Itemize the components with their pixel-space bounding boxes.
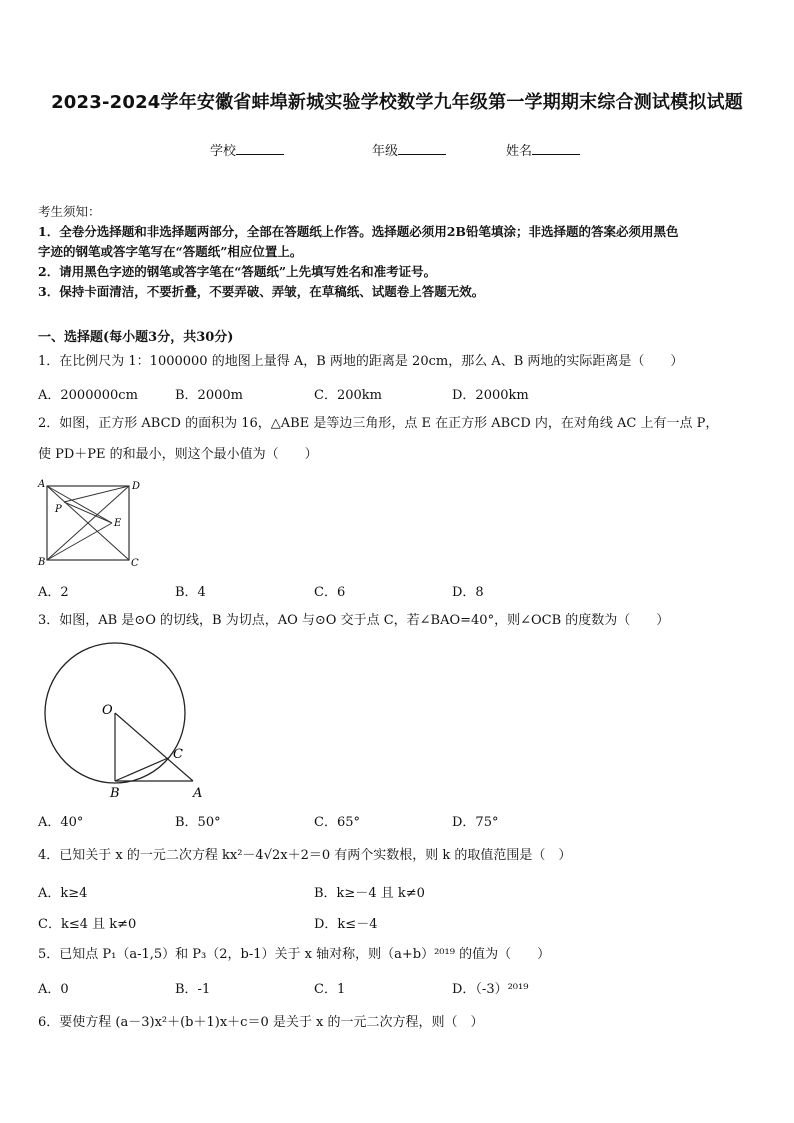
q2-option-d: D．8: [452, 585, 484, 600]
school-blank: [236, 142, 284, 155]
label-a: A: [38, 479, 46, 490]
name-field: [506, 140, 580, 159]
question-3-stem: 3．如图，AB 是⊙O 的切线，B 为切点，AO 与⊙O 交于点 C，若∠BAO=40°，则∠OCB 的度数为（ ）: [38, 613, 670, 628]
q1-option-a: A．2000000cm: [38, 388, 138, 403]
label-b: B: [38, 557, 46, 568]
grade-label: 年级: [372, 144, 399, 159]
q2-option-a: A．2: [38, 585, 69, 600]
square-figure: [36, 478, 146, 570]
notice-line: 2．请用黑色字迹的钢笔或答字笔在“答题纸”上先填写姓名和准考证号。: [38, 264, 437, 279]
q3-option-b: B．50°: [175, 815, 221, 830]
page-title: 2023-2024学年安徽省蚌埠新城实验学校数学九年级第一学期期末综合测试模拟试题: [51, 92, 743, 113]
label-o: O: [102, 703, 113, 718]
name-blank: [532, 142, 580, 155]
segment-pd: [64, 486, 129, 502]
question-2-stem-line1: 2．如图，正方形 ABCD 的面积为 16，△ABE 是等边三角形，点 E 在正方形 ABCD 内，在对角线 AC 上有一点 P，: [38, 416, 719, 431]
notice-block: [38, 202, 758, 302]
q4-option-b: B．k≥－4 且 k≠0: [314, 886, 425, 901]
q4-option-d: D．k≤－4: [314, 917, 378, 932]
label-p: P: [55, 504, 62, 515]
school-field: [210, 140, 284, 159]
label-e: E: [114, 518, 122, 529]
question-6-stem: 6．要使方程 (a－3)x²＋(b＋1)x＋c＝0 是关于 x 的一元二次方程，则（ ）: [38, 1015, 484, 1030]
q2-option-b: B．4: [175, 585, 206, 600]
notice-line: 字迹的钢笔或答字笔写在“答题纸”相应位置上。: [38, 244, 303, 259]
notice-line: 1．全卷分选择题和非选择题两部分，全部在答题纸上作答。选择题必须用2B铅笔填涂；非选择题的答案必须用黑色: [38, 224, 679, 239]
label-c: C: [173, 747, 183, 762]
q4-option-a: A．k≥4: [38, 886, 88, 901]
q5-option-b: B．-1: [175, 982, 211, 997]
q3-option-d: D．75°: [452, 815, 499, 830]
q2-option-c: C．6: [314, 585, 346, 600]
notice-heading: 考生须知：: [38, 204, 101, 219]
section-heading: 一、选择题(每小题3分，共30分): [38, 330, 234, 345]
q3-option-a: A．40°: [38, 815, 84, 830]
segment-be: [47, 523, 112, 560]
q5-option-a: A．0: [38, 982, 69, 997]
question-2-stem-line2: 使 PD＋PE 的和最小，则这个最小值为（ ）: [38, 447, 318, 462]
question-1-stem: 1．在比例尺为 1：1000000 的地图上量得 A，B 两地的距离是 20cm，那么 A、B 两地的实际距离是（ ）: [38, 354, 684, 369]
label-a: A: [193, 786, 203, 801]
question-5-stem: 5．已知点 P₁（a-1,5）和 P₃（2，b-1）关于 x 轴对称，则（a+b）²⁰¹⁹ 的值为（ ）: [38, 947, 551, 962]
circle-figure: [40, 636, 220, 802]
q1-option-b: B．2000m: [175, 388, 243, 403]
q3-option-c: C．65°: [314, 815, 360, 830]
school-label: 学校: [210, 144, 237, 159]
question-4-stem: 4．已知关于 x 的一元二次方程 kx²－4√2x＋2＝0 有两个实数根，则 k 的取值范围是（ ）: [38, 848, 572, 863]
name-label: 姓名: [506, 144, 533, 159]
q5-option-d: D．（-3）²⁰¹⁹: [452, 982, 529, 997]
grade-field: [372, 140, 446, 159]
label-c: C: [131, 558, 139, 569]
q5-option-c: C．1: [314, 982, 346, 997]
q1-option-d: D．2000km: [452, 388, 529, 403]
segment-pe: [64, 502, 112, 523]
q4-option-c: C．k≤4 且 k≠0: [38, 917, 137, 932]
notice-line: 3．保持卡面清洁，不要折叠，不要弄破、弄皱，在草稿纸、试题卷上答题无效。: [38, 284, 485, 299]
label-d: D: [132, 481, 141, 492]
q1-option-c: C．200km: [314, 388, 382, 403]
label-b: B: [110, 786, 120, 801]
grade-blank: [398, 142, 446, 155]
